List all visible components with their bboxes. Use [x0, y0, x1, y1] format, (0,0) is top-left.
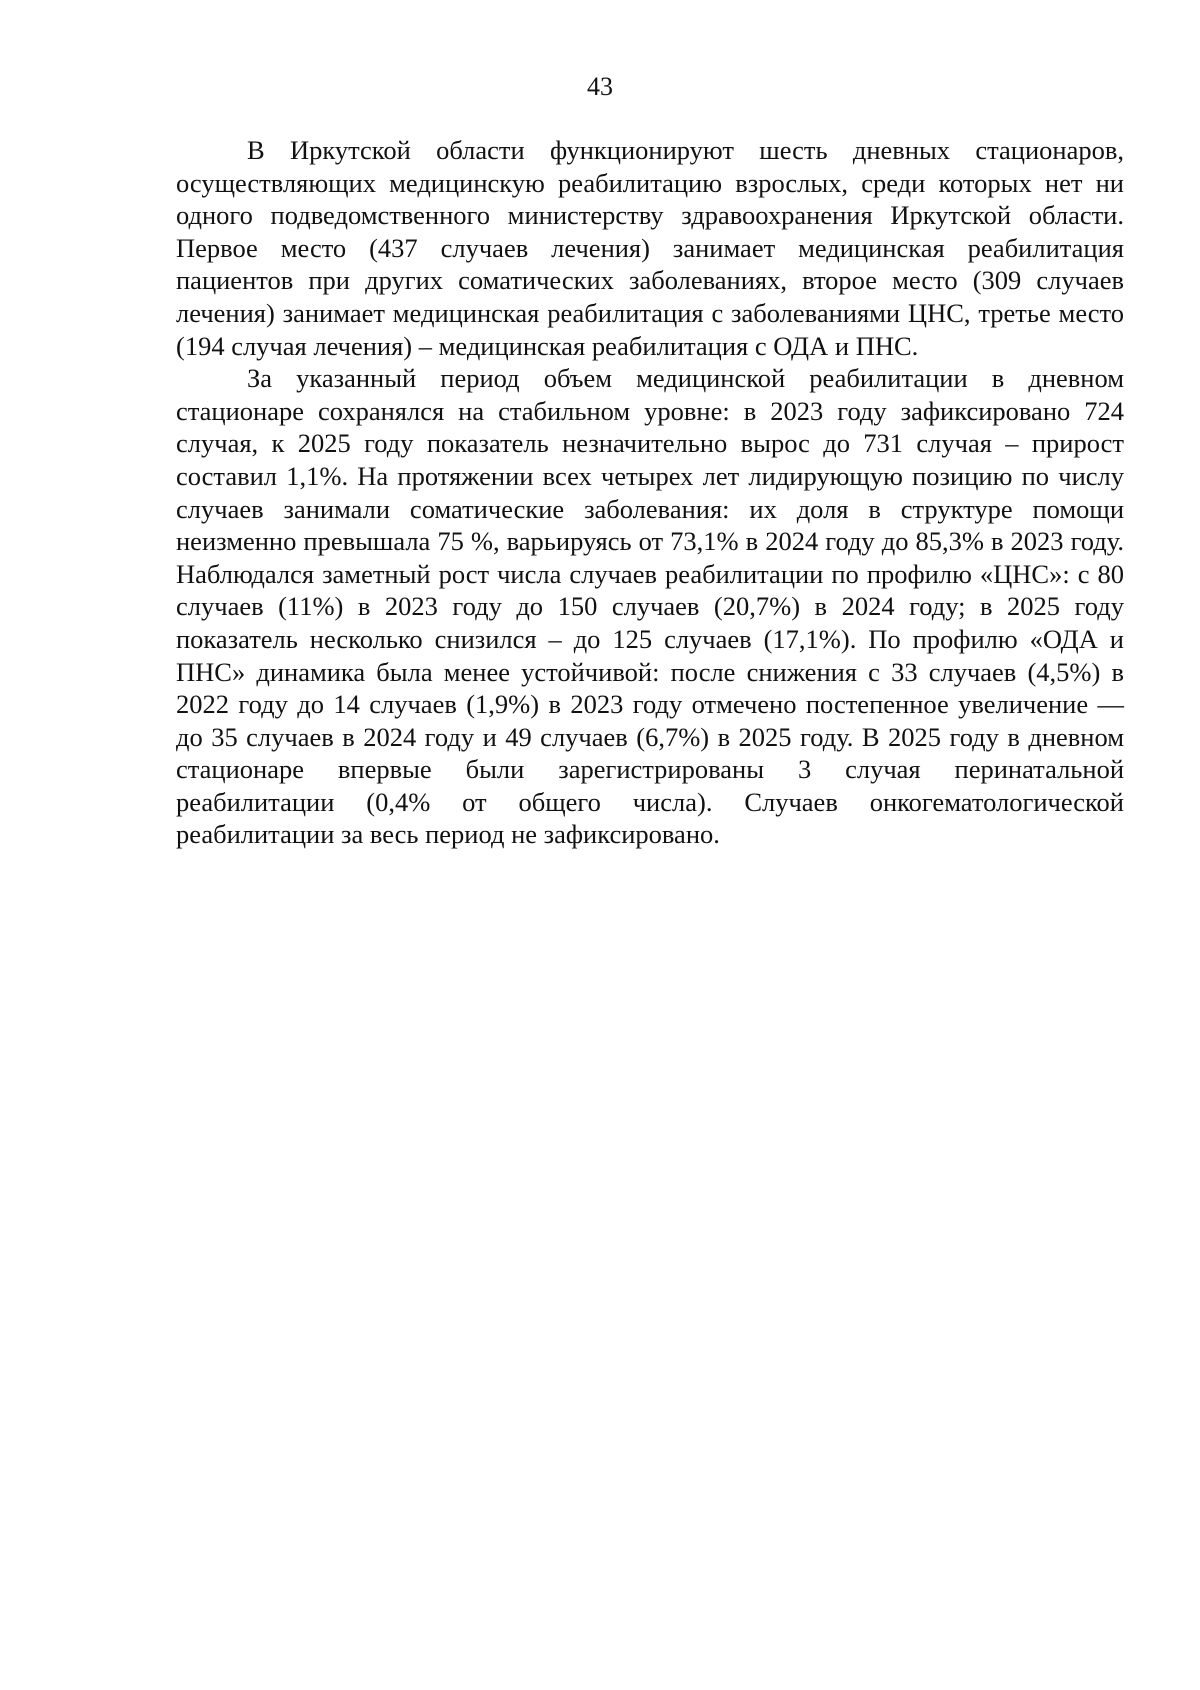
paragraph-2: За указанный период объем медицинской реабилитации в дневном стационаре сохранялся на стабильном уровне: в 2023 году зафиксировано 724 случая, к 2025 году показатель незначительно вырос до 731 случая – прирост составил 1,1%. На протяжении всех четырех лет лидирующую позицию по числу случаев занимали соматические заболевания: их доля в структуре помощи неизменно превышала 75 %, варьируясь от 73,1% в 2024 году до 85,3% в 2023 году. Наблюдался заметный рост числа случаев реабилитации по профилю «ЦНС»: с 80 случаев (11%) в 2023 году до 150 случаев (20,7%) в 2024 году; в 2025 году показатель несколько снизился – до 125 случаев (17,1%). По профилю «ОДА и ПНС» динамика была менее устойчивой: после снижения с 33 случаев (4,5%) в 2022 году до 14 случаев (1,9%) в 2023 году отмечено постепенное увеличение — до 35 случаев в 2024 году и 49 случаев (6,7%) в 2025 году. В 2025 году в дневном стационаре впервые были зарегистрированы 3 случая перинатальной реабилитации (0,4% от общего числа). Случаев онкогематологической реабилитации за весь период не зафиксировано. [176, 363, 1124, 850]
paragraph-1: В Иркутской области функционируют шесть дневных стационаров, осуществляющих медицинскую реабилитацию взрослых, среди которых нет ни одного подведомственного министерству здравоохранения Иркутской области. Первое место (437 случаев лечения) занимает медицинская реабилитация пациентов при других соматических заболеваниях, второе место (309 случаев лечения) занимает медицинская реабилитация с заболеваниями ЦНС, третье место (194 случая лечения) – медицинская реабилитация с ОДА и ПНС. [176, 135, 1124, 361]
page-number: 43 [587, 72, 613, 101]
body-text [176, 134, 1124, 851]
